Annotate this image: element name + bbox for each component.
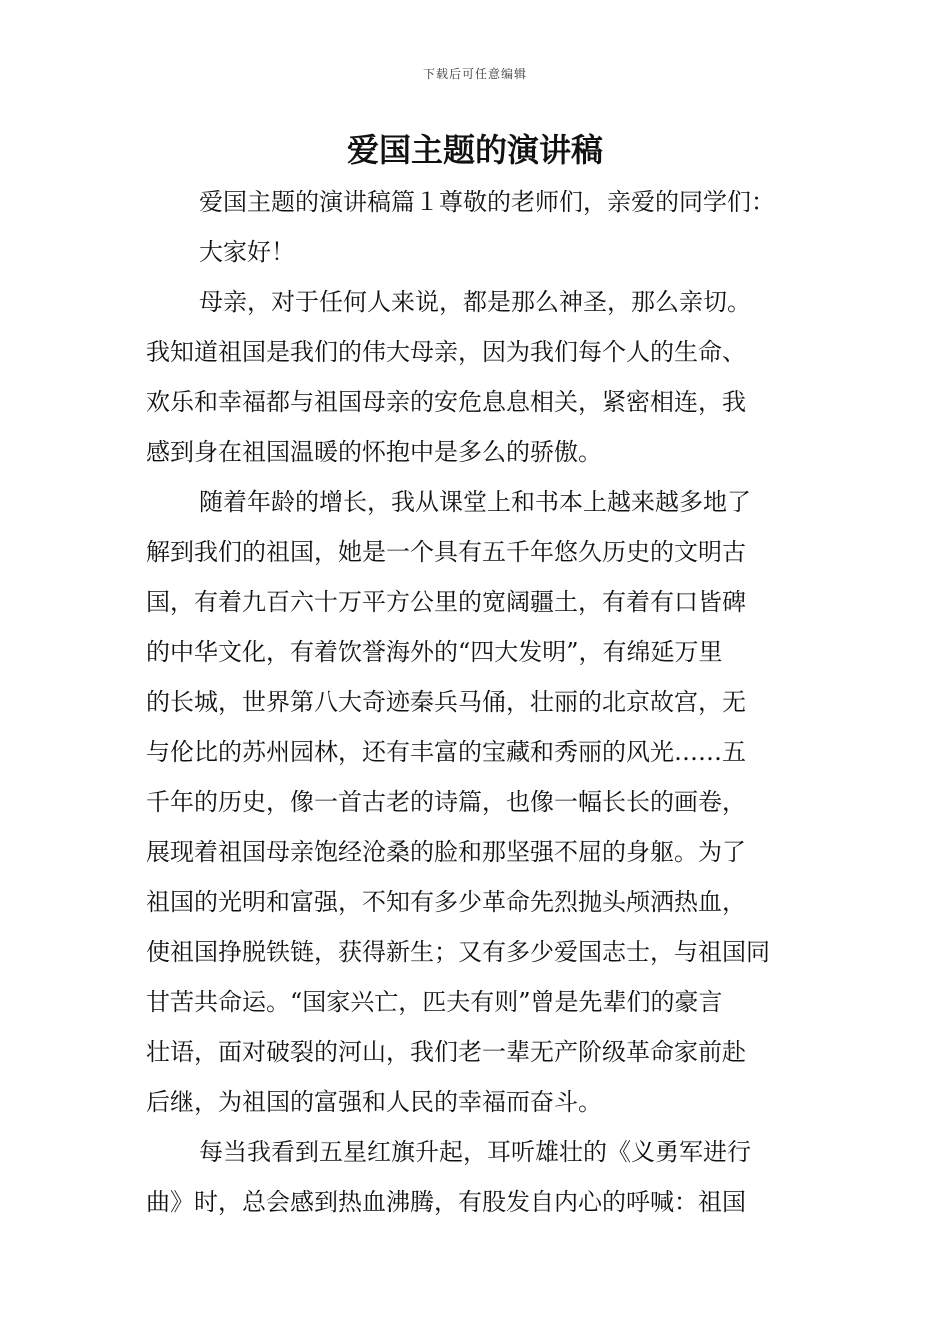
body-line: 使祖国挣脱铁链，获得新生；又有多少爱国志士，与祖国同 — [146, 938, 770, 966]
body-line: 的中华文化，有着饮誉海外的“四大发明”，有绵延万里 — [146, 638, 723, 666]
body-line: 祖国的光明和富强，不知有多少革命先烈抛头颅洒热血， — [146, 888, 746, 916]
body-line: 爱国主题的演讲稿篇１尊敬的老师们，亲爱的同学们： — [199, 188, 775, 216]
header-note: 下载后可任意编辑 — [422, 67, 527, 81]
document-title: 爱国主题的演讲稿 — [346, 131, 603, 169]
body-line: 感到身在祖国温暖的怀抱中是多么的骄傲。 — [146, 438, 602, 466]
body-line: 国，有着九百六十万平方公里的宽阔疆土，有着有口皆碑 — [146, 588, 746, 616]
body-line: 的长城，世界第八大奇迹秦兵马俑，壮丽的北京故宫，无 — [146, 688, 746, 716]
body-line: 与伦比的苏州园林，还有丰富的宝藏和秀丽的风光……五 — [146, 738, 746, 766]
body-line: 曲》时，总会感到热血沸腾，有股发自内心的呼喊：祖国 — [146, 1188, 746, 1216]
body-line: 大家好！ — [199, 238, 295, 266]
body-line: 解到我们的祖国，她是一个具有五千年悠久历史的文明古 — [146, 538, 746, 566]
body-line: 每当我看到五星红旗升起，耳听雄壮的《义勇军进行 — [199, 1138, 751, 1166]
body-line: 母亲，对于任何人来说，都是那么神圣，那么亲切。 — [199, 288, 751, 316]
body-line: 随着年龄的增长，我从课堂上和书本上越来越多地了 — [199, 488, 751, 516]
body-line: 壮语，面对破裂的河山，我们老一辈无产阶级革命家前赴 — [146, 1038, 746, 1066]
body-line: 甘苦共命运。“国家兴亡，匹夫有则”曾是先辈们的豪言 — [146, 988, 723, 1016]
body-line: 千年的历史，像一首古老的诗篇，也像一幅长长的画卷， — [146, 788, 746, 816]
body-line: 我知道祖国是我们的伟大母亲，因为我们每个人的生命、 — [146, 338, 746, 366]
document-body — [146, 177, 806, 1227]
body-line: 展现着祖国母亲饱经沧桑的脸和那坚强不屈的身躯。为了 — [146, 838, 746, 866]
body-line: 后继，为祖国的富强和人民的幸福而奋斗。 — [146, 1088, 602, 1116]
body-line: 欢乐和幸福都与祖国母亲的安危息息相关，紧密相连，我 — [146, 388, 746, 416]
